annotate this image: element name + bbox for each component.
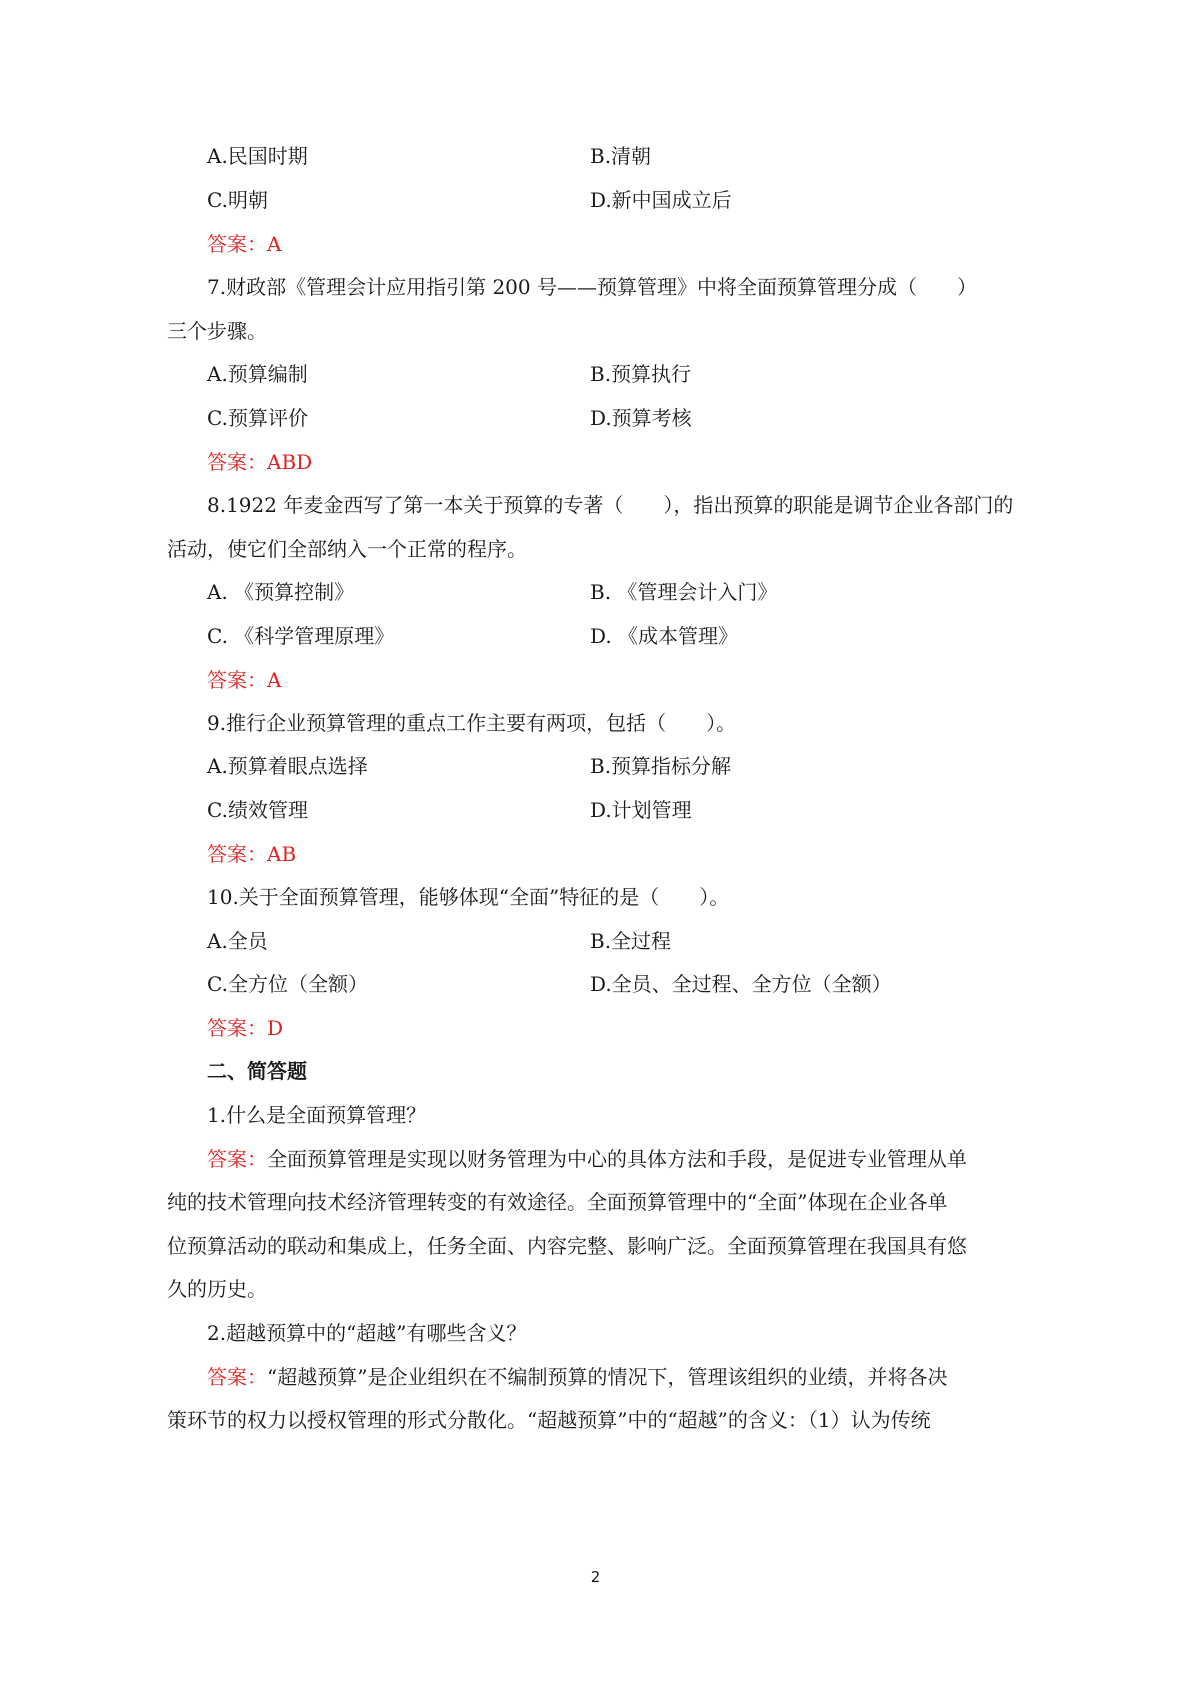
q8-option-a: A. 《预算控制》 bbox=[207, 580, 355, 604]
sa2-answer-line1 bbox=[207, 1363, 947, 1391]
sa1-answer-line3: 位预算活动的联动和集成上，任务全面、内容完整、影响广泛。全面预算管理在我国具有悠 bbox=[167, 1234, 967, 1258]
q7-option-a: A.预算编制 bbox=[207, 362, 308, 386]
q8-option-b: B. 《管理会计入门》 bbox=[590, 580, 778, 604]
sa2-answer-text: “超越预算”是企业组织在不编制预算的情况下，管理该组织的业绩，并将各决 bbox=[267, 1365, 948, 1389]
q7-question-line1: 7.财政部《管理会计应用指引第 200 号——预算管理》中将全面预算管理分成（ ） bbox=[207, 275, 977, 299]
q7-answer: 答案：ABD bbox=[207, 450, 313, 474]
q10-question-line1: 10.关于全面预算管理，能够体现“全面”特征的是（ ）。 bbox=[207, 885, 730, 909]
q9-option-c: C.绩效管理 bbox=[207, 798, 308, 822]
q9-option-a: A.预算着眼点选择 bbox=[207, 754, 368, 778]
sa1-answer-label: 答案： bbox=[207, 1147, 267, 1171]
q6-option-b: B.清朝 bbox=[590, 144, 652, 168]
q9-answer: 答案：AB bbox=[207, 842, 297, 866]
q6-option-d: D.新中国成立后 bbox=[590, 188, 732, 212]
q9-option-b: B.预算指标分解 bbox=[590, 754, 732, 778]
sa1-answer-line4: 久的历史。 bbox=[167, 1277, 267, 1301]
q7-question-line2: 三个步骤。 bbox=[167, 319, 267, 343]
q10-option-b: B.全过程 bbox=[590, 929, 672, 953]
sa1-answer-line1 bbox=[207, 1145, 967, 1173]
q7-option-c: C.预算评价 bbox=[207, 406, 308, 430]
q8-question-line2: 活动，使它们全部纳入一个正常的程序。 bbox=[167, 537, 527, 561]
q10-option-d: D.全员、全过程、全方位（全额） bbox=[590, 972, 892, 996]
q10-option-c: C.全方位（全额） bbox=[207, 972, 368, 996]
q10-answer: 答案：D bbox=[207, 1016, 284, 1040]
section-heading: 二、简答题 bbox=[207, 1059, 307, 1083]
q9-question-line1: 9.推行企业预算管理的重点工作主要有两项，包括（ ）。 bbox=[207, 711, 737, 735]
q7-option-b: B.预算执行 bbox=[590, 362, 692, 386]
q7-option-d: D.预算考核 bbox=[590, 406, 692, 430]
sa1-question: 1.什么是全面预算管理？ bbox=[207, 1103, 427, 1127]
q8-answer: 答案：A bbox=[207, 668, 282, 692]
sa2-answer-label: 答案： bbox=[207, 1365, 267, 1389]
sa1-answer-text: 全面预算管理是实现以财务管理为中心的具体方法和手段，是促进专业管理从单 bbox=[267, 1147, 967, 1171]
q8-option-c: C. 《科学管理原理》 bbox=[207, 624, 395, 648]
sa1-answer-line2: 纯的技术管理向技术经济管理转变的有效途径。全面预算管理中的“全面”体现在企业各单 bbox=[167, 1190, 948, 1214]
page-number: 2 bbox=[590, 1568, 601, 1586]
q8-option-d: D. 《成本管理》 bbox=[590, 624, 739, 648]
q10-option-a: A.全员 bbox=[207, 929, 268, 953]
sa2-question: 2.超越预算中的“超越”有哪些含义？ bbox=[207, 1321, 527, 1345]
q6-answer: 答案：A bbox=[207, 232, 282, 256]
q6-option-a: A.民国时期 bbox=[207, 144, 308, 168]
q6-option-c: C.明朝 bbox=[207, 188, 268, 212]
sa2-answer-line2: 策环节的权力以授权管理的形式分散化。“超越预算”中的“超越”的含义：（1）认为传统 bbox=[167, 1408, 931, 1432]
q8-question-line1: 8.1922 年麦金西写了第一本关于预算的专著（ ），指出预算的职能是调节企业各部门的 bbox=[207, 493, 1014, 517]
q9-option-d: D.计划管理 bbox=[590, 798, 692, 822]
